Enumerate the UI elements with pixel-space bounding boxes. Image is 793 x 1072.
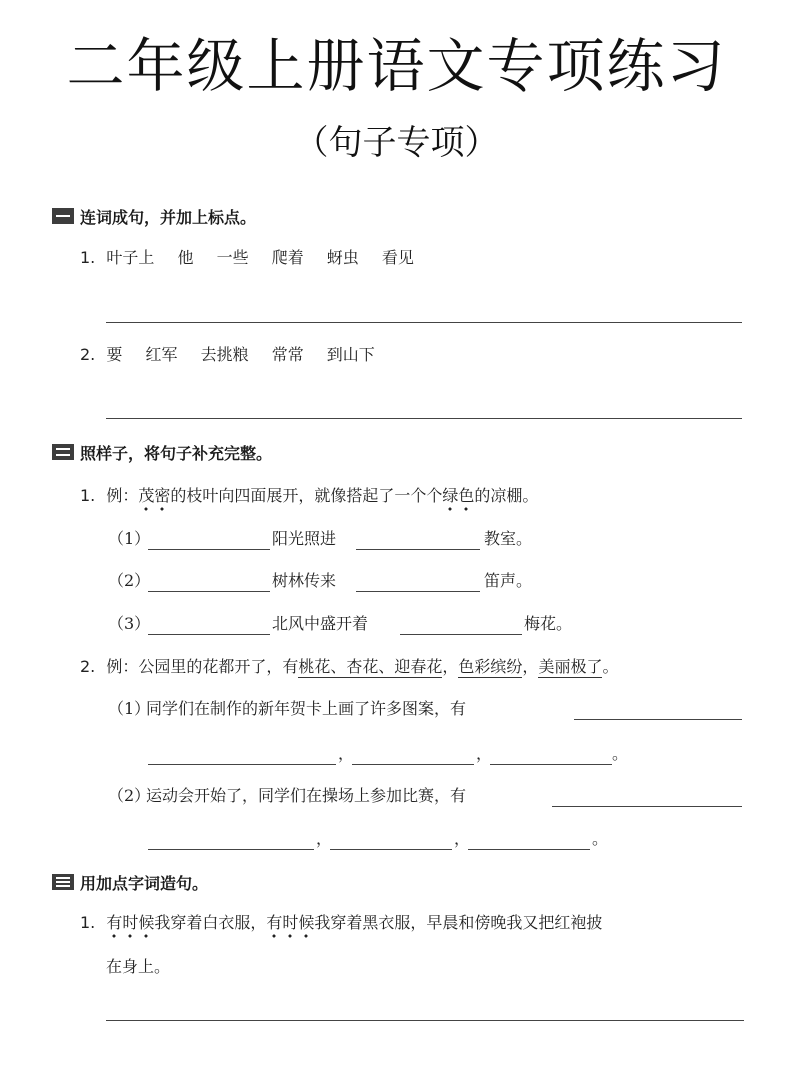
dotted-word: 绿色 bbox=[442, 486, 474, 512]
item-text: 同学们在制作的新年贺卡上画了许多图案，有 bbox=[146, 699, 467, 718]
dotted-word: 有时候 bbox=[266, 913, 314, 939]
fill-blank[interactable] bbox=[148, 591, 270, 592]
fill-blank[interactable] bbox=[148, 549, 270, 550]
comma: ， bbox=[454, 829, 471, 848]
question-text-continued: 在身上。 bbox=[106, 957, 171, 976]
example-text: 的凉棚。 bbox=[474, 486, 539, 505]
underlined-phrase: 美丽极了 bbox=[538, 657, 603, 676]
dotted-word: 茂密 bbox=[138, 486, 170, 512]
fill-blank[interactable] bbox=[356, 591, 480, 592]
fill-blank[interactable] bbox=[148, 849, 314, 850]
example-text: 。 bbox=[602, 657, 619, 676]
fill-blank[interactable] bbox=[352, 764, 474, 765]
question-number: 1. bbox=[80, 486, 96, 505]
word-card: 他 bbox=[177, 248, 194, 267]
question-text: 我穿着白衣服， bbox=[154, 913, 267, 932]
item-text: 梅花。 bbox=[524, 614, 573, 633]
word-card: 常常 bbox=[271, 345, 304, 364]
word-card: 去挑粮 bbox=[200, 345, 249, 364]
fill-blank[interactable] bbox=[148, 634, 270, 635]
fill-blank[interactable] bbox=[490, 764, 612, 765]
question-number: 1. bbox=[80, 248, 96, 267]
section-3-number-icon bbox=[52, 874, 74, 890]
example-text: 例：公园里的花都开了，有 bbox=[106, 657, 299, 676]
fill-blank[interactable] bbox=[400, 634, 522, 635]
section-3-heading-text: 用加点字词造句。 bbox=[80, 873, 209, 893]
section-2-question-1-example bbox=[80, 484, 538, 508]
comma: ， bbox=[316, 829, 333, 848]
fill-blank[interactable] bbox=[356, 549, 480, 550]
item-text: 北风中盛开着 bbox=[272, 614, 369, 633]
period: 。 bbox=[612, 744, 629, 763]
answer-line[interactable] bbox=[106, 418, 742, 419]
fill-blank[interactable] bbox=[552, 806, 742, 807]
question-number: 2. bbox=[80, 345, 96, 364]
question-number: 2. bbox=[80, 657, 96, 676]
item-text: 树林传来 bbox=[272, 571, 337, 590]
word-card: 爬着 bbox=[271, 248, 304, 267]
page-title: 二年级上册语文专项练习 bbox=[66, 32, 727, 100]
section-2-heading bbox=[52, 440, 272, 464]
fill-blank[interactable] bbox=[468, 849, 590, 850]
word-card: 红军 bbox=[145, 345, 178, 364]
question-number: 1. bbox=[80, 913, 96, 932]
answer-line[interactable] bbox=[106, 322, 742, 323]
section-1-number-icon bbox=[52, 208, 74, 224]
example-text: ， bbox=[522, 657, 539, 676]
section-3-heading bbox=[52, 870, 208, 894]
answer-line[interactable] bbox=[106, 1020, 744, 1021]
item-label: （3） bbox=[108, 614, 151, 633]
section-1-question-2 bbox=[80, 343, 393, 367]
word-card: 到山下 bbox=[326, 345, 375, 364]
item-text: 阳光照进 bbox=[272, 529, 337, 548]
example-text: 的枝叶向四面展开，就像搭起了一个个 bbox=[170, 486, 443, 505]
fill-blank[interactable] bbox=[574, 719, 742, 720]
item-label: （2） bbox=[108, 571, 151, 590]
comma: ， bbox=[338, 744, 355, 763]
section-2-heading-text: 照样子，将句子补充完整。 bbox=[80, 443, 273, 463]
item-label: （2） bbox=[108, 786, 151, 805]
section-2-number-icon bbox=[52, 444, 74, 460]
section-3-question-1 bbox=[80, 911, 602, 935]
page-subtitle: （句子专项） bbox=[294, 123, 499, 163]
section-2-question-2-example bbox=[80, 655, 618, 679]
item-text: 笛声。 bbox=[484, 571, 533, 590]
word-card: 叶子上 bbox=[106, 248, 155, 267]
item-label: （1） bbox=[108, 529, 151, 548]
section-1-question-1 bbox=[80, 246, 432, 270]
underlined-phrase: 色彩缤纷 bbox=[458, 657, 523, 676]
word-card: 蚜虫 bbox=[326, 248, 359, 267]
word-card: 看见 bbox=[381, 248, 414, 267]
dotted-word: 有时候 bbox=[106, 913, 154, 939]
word-card: 一些 bbox=[216, 248, 249, 267]
example-text: ， bbox=[442, 657, 459, 676]
fill-blank[interactable] bbox=[330, 849, 452, 850]
fill-blank[interactable] bbox=[148, 764, 336, 765]
example-label: 例： bbox=[106, 486, 139, 505]
item-text: 运动会开始了，同学们在操场上参加比赛，有 bbox=[146, 786, 467, 805]
item-text: 教室。 bbox=[484, 529, 533, 548]
underlined-phrase: 桃花、杏花、迎春花 bbox=[298, 657, 443, 676]
word-card: 要 bbox=[106, 345, 123, 364]
item-label: （1） bbox=[108, 699, 151, 718]
question-text: 我穿着黑衣服，早晨和傍晚我又把红袍披 bbox=[314, 913, 603, 932]
section-1-heading bbox=[52, 204, 256, 228]
comma: ， bbox=[476, 744, 493, 763]
period: 。 bbox=[592, 829, 609, 848]
section-1-heading-text: 连词成句，并加上标点。 bbox=[80, 207, 257, 227]
